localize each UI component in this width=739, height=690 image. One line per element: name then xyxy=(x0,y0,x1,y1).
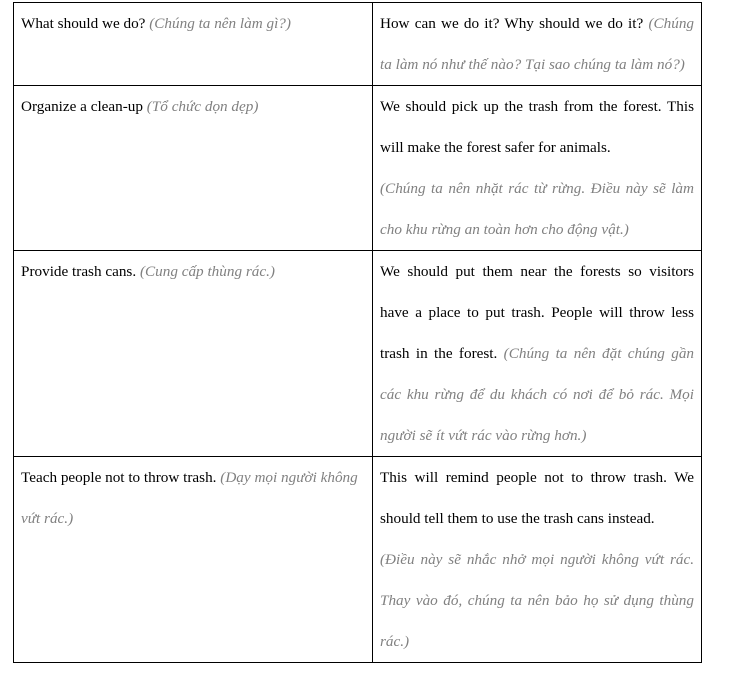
reason-cell xyxy=(373,251,702,457)
reason-english: We should pick up the trash from the forest. This will make the forest safer for animals. xyxy=(380,98,694,156)
table-header-row xyxy=(14,3,702,86)
table-row xyxy=(14,86,702,251)
header-cell-how-why xyxy=(373,3,702,86)
header-how-why-english: How can we do it? Why should we do it? xyxy=(380,15,644,32)
action-vietnamese: (Tổ chức dọn dẹp) xyxy=(146,98,259,115)
reason-cell xyxy=(373,86,702,251)
activity-table xyxy=(13,2,702,663)
header-cell-what xyxy=(14,3,373,86)
action-english: Provide trash cans. xyxy=(21,263,137,280)
reason-english: We should put them near the forests so visitors have a place to put trash. People will throw less trash in the forest. xyxy=(380,263,694,362)
reason-english: This will remind people not to throw trash. We should tell them to use the trash cans instead. xyxy=(380,469,694,527)
reason-vietnamese: (Chúng ta nên đặt chúng gần các khu rừng để du khách có nơi để bỏ rác. Mọi người sẽ ít vứt rác vào rừng hơn.) xyxy=(380,345,695,444)
header-what-english: What should we do? xyxy=(21,15,146,32)
header-what-vietnamese: (Chúng ta nên làm gì?) xyxy=(149,15,291,32)
reason-vietnamese: (Điều này sẽ nhắc nhở mọi người không vứt rác. Thay vào đó, chúng ta nên bảo họ sử dụng thùng rác.) xyxy=(380,551,694,650)
action-cell xyxy=(14,86,373,251)
table-row xyxy=(14,251,702,457)
table-row xyxy=(14,457,702,663)
action-english: Teach people not to throw trash. xyxy=(21,469,217,486)
reason-cell xyxy=(373,457,702,663)
action-vietnamese: (Cung cấp thùng rác.) xyxy=(139,263,275,280)
reason-vietnamese: (Chúng ta nên nhặt rác từ rừng. Điều này sẽ làm cho khu rừng an toàn hơn cho động vật.) xyxy=(380,180,694,238)
header-how-why-vietnamese: (Chúng ta làm nó như thế nào? Tại sao chúng ta làm nó?) xyxy=(380,15,695,73)
action-english: Organize a clean-up xyxy=(21,98,143,115)
action-cell xyxy=(14,457,373,663)
action-vietnamese: (Dạy mọi người không vứt rác.) xyxy=(21,469,358,527)
action-cell xyxy=(14,251,373,457)
